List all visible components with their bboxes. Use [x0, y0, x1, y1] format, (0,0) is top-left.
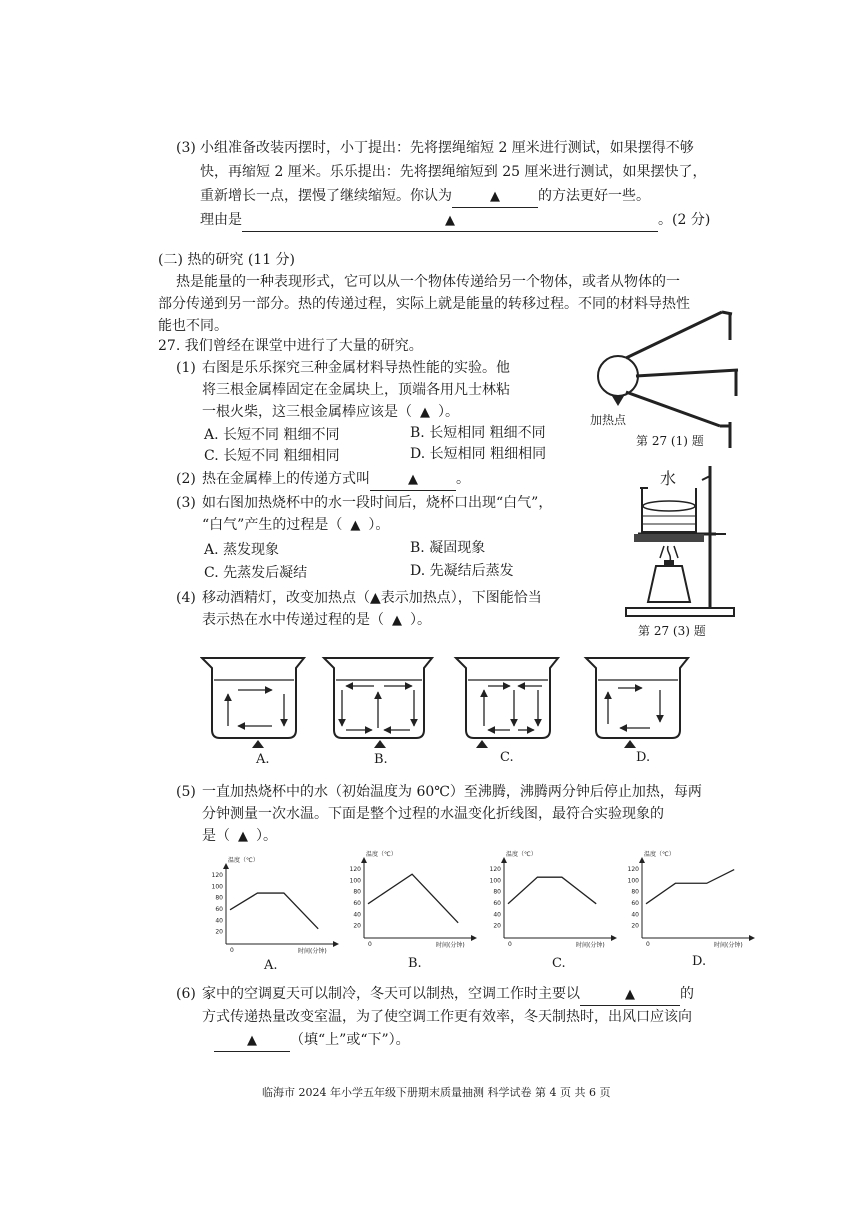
convection-diagrams [200, 650, 700, 750]
convection-label-c: C. [500, 750, 514, 765]
page-footer: 临海市 2024 年小学五年级下册期末质量抽测 科学试卷 第 4 页 共 6 页 [262, 1086, 611, 1099]
q26-3-line2: 快，再缩短 2 厘米。乐乐提出：先将摆绳缩短到 25 厘米进行测试，如果摆快了， [200, 164, 707, 180]
section-intro-3: 能也不同。 [158, 318, 228, 334]
y-tick-label: 40 [631, 911, 639, 919]
temperature-line [230, 893, 318, 929]
y-tick-label: 60 [215, 906, 223, 913]
q27-stem: 27. 我们曾经在课堂中进行了大量的研究。 [158, 338, 423, 354]
q27-1-number: (1) [176, 360, 196, 376]
option-27-1-c[interactable]: C. 长短不同 粗细相同 [204, 448, 340, 464]
blank-marker: ▲ [247, 1033, 257, 1048]
blank-marker: ▲ [445, 213, 455, 228]
y-tick-label: 120 [349, 866, 361, 873]
temperature-graph-c[interactable] [486, 846, 622, 950]
q27-2-line [202, 469, 470, 491]
answer-blank-27-2[interactable] [370, 469, 456, 491]
q27-3-line2-text: “白气”产生的过程是（ [202, 517, 343, 533]
q27-6-line1 [202, 984, 694, 1006]
graph-label-c: C. [552, 956, 566, 971]
y-axis-label: 温度（℃） [366, 851, 397, 858]
q27-3-line2 [202, 515, 389, 536]
q27-6-line1-text: 家中的空调夏天可以制冷，冬天可以制热，空调工作时主要以 [202, 986, 580, 1002]
q27-5-line3 [202, 826, 277, 847]
q27-1-line3 [202, 402, 459, 423]
q26-3-line3-end: 的方法更好一些。 [538, 188, 650, 204]
y-tick-label: 60 [493, 900, 501, 907]
convection-option-b[interactable] [324, 658, 432, 748]
q27-5-number: (5) [176, 784, 196, 800]
q27-3-number: (3) [176, 495, 196, 511]
q27-6-line2: 方式传递热量改变室温，为了使空调工作更有效率，冬天制热时，出风口应该向 [202, 1009, 692, 1025]
blank-marker: ▲ [408, 472, 418, 487]
beaker-heating-figure [620, 462, 740, 622]
q27-1-line1: 右图是乐乐探究三种金属材料导热性能的实验。他 [202, 360, 510, 376]
answer-blank-method[interactable] [452, 186, 538, 208]
answer-blank-27-1[interactable]: ▲ [420, 405, 430, 420]
origin-label: 0 [368, 941, 372, 948]
q27-4-line2 [202, 610, 431, 631]
stand-base [626, 608, 734, 616]
temperature-graph-b[interactable] [346, 846, 482, 950]
section-intro-2: 部分传递到另一部分。热的传递过程，实际上就是能量的转移过程。不同的材料导热性 [158, 296, 690, 312]
heating-point-marker [612, 396, 624, 406]
option-27-1-d[interactable]: D. 长短相同 粗细相同 [410, 446, 547, 462]
q27-3-line1: 如右图加热烧杯中的水一段时间后，烧杯口出现“白气”， [202, 495, 553, 511]
q27-4-line2-end: ）。 [410, 612, 431, 628]
q27-5-line3-end: ）。 [256, 828, 277, 844]
q26-3-reason [200, 210, 710, 232]
y-tick-label: 40 [215, 917, 223, 925]
origin-label: 0 [508, 941, 512, 948]
q27-5-line2: 分钟测量一次水温。下面是整个过程的水温变化折线图，最符合实验现象的 [202, 806, 664, 822]
y-axis-label: 温度（℃） [228, 857, 259, 864]
q27-4-line2-text: 表示热在水中传递过程的是（ [202, 612, 384, 628]
y-axis-label: 温度（℃） [506, 851, 537, 858]
water-surface [643, 501, 695, 511]
y-axis-label: 温度（℃） [644, 851, 675, 858]
y-tick-label: 60 [353, 900, 361, 907]
q27-1-line3-end: ）。 [438, 404, 459, 420]
x-axis-label: 时间(分钟) [436, 942, 465, 949]
origin-label: 0 [646, 941, 650, 948]
reason-label: 理由是 [200, 212, 242, 228]
answer-blank-reason[interactable] [242, 210, 658, 232]
q27-5-line1: 一直加热烧杯中的水（初始温度为 60℃）至沸腾，沸腾两分钟后停止加热，每两 [202, 784, 702, 800]
y-tick-label: 80 [353, 888, 361, 896]
metal-rod-2 [636, 370, 738, 376]
q27-5-line3-text: 是（ [202, 828, 230, 844]
temperature-line [646, 870, 734, 904]
q26-3-line3-start: 重新增长一点，摆慢了继续缩短。你认为 [200, 188, 452, 204]
figure-27-1-caption: 第 27 (1) 题 [636, 434, 704, 448]
q27-3-line2-end: ）。 [368, 517, 390, 533]
y-tick-label: 120 [489, 866, 501, 873]
y-tick-label: 100 [349, 877, 361, 885]
option-27-3-d[interactable]: D. 先凝结后蒸发 [410, 563, 514, 579]
convection-option-c[interactable] [456, 658, 558, 748]
y-tick-label: 100 [489, 877, 501, 885]
answer-blank-27-6a[interactable] [580, 984, 680, 1006]
y-tick-label: 20 [631, 922, 639, 930]
y-tick-label: 120 [211, 872, 223, 879]
graph-label-d: D. [692, 954, 707, 969]
option-27-1-b[interactable]: B. 长短相同 粗细不同 [410, 425, 546, 441]
q27-4-number: (4) [176, 590, 196, 606]
q26-3-number: (3) [176, 140, 196, 156]
x-axis-label: 时间(分钟) [576, 942, 605, 949]
q27-6-line3-text: （填“上”或“下”）。 [290, 1032, 410, 1048]
q27-1-line3-text: 一根火柴，这三根金属棒应该是（ [202, 404, 412, 420]
flame [660, 546, 678, 562]
graph-label-a: A. [264, 958, 278, 973]
convection-label-b: B. [374, 752, 388, 767]
y-tick-label: 80 [493, 888, 501, 896]
heating-point-label: 加热点 [590, 413, 627, 427]
temperature-graph-d[interactable] [624, 846, 760, 950]
q27-1-line2: 将三根金属棒固定在金属块上，顶端各用凡士林粘 [202, 382, 510, 398]
blank-marker: ▲ [490, 189, 500, 204]
y-tick-label: 100 [627, 877, 639, 885]
y-tick-label: 80 [215, 894, 223, 902]
q27-6-line3 [214, 1030, 410, 1052]
y-tick-label: 60 [631, 900, 639, 907]
metal-rod-3 [626, 392, 720, 426]
temperature-graph-a[interactable] [208, 852, 344, 956]
section-title: (二) 热的研究 (11 分) [158, 252, 296, 268]
metal-rod-1 [626, 312, 722, 358]
y-tick-label: 20 [353, 922, 361, 930]
y-tick-label: 20 [493, 922, 501, 930]
x-axis-label: 时间(分钟) [714, 942, 743, 949]
graph-label-b: B. [408, 956, 422, 971]
q27-2-end: 。 [456, 471, 470, 487]
origin-label: 0 [230, 947, 234, 954]
option-27-3-a[interactable]: A. 蒸发现象 [204, 542, 280, 558]
y-tick-label: 80 [631, 888, 639, 896]
blank-marker: ▲ [625, 987, 635, 1002]
q26-3-line1: 小组准备改装丙摆时，小丁提出：先将摆绳缩短 2 厘米进行测试，如果摆得不够 [200, 140, 694, 156]
y-tick-label: 100 [211, 883, 223, 891]
option-27-3-c[interactable]: C. 先蒸发后凝结 [204, 565, 308, 581]
convection-option-a[interactable] [202, 658, 304, 748]
convection-option-d[interactable] [586, 658, 688, 748]
q27-6-number: (6) [176, 986, 196, 1002]
q27-4-line1: 移动酒精灯，改变加热点（▲表示加热点），下图能恰当 [202, 590, 542, 606]
temperature-line [368, 874, 458, 923]
section-intro-1: 热是能量的一种表现形式，它可以从一个物体传递给另一个物体，或者从物体的一 [176, 274, 680, 290]
temperature-line [508, 877, 596, 904]
asbestos-net [634, 534, 704, 542]
y-tick-label: 120 [627, 866, 639, 873]
q27-2-number: (2) [176, 471, 196, 487]
alcohol-lamp [648, 566, 690, 602]
convection-label-a: A. [256, 752, 270, 767]
q26-3-line3 [200, 186, 650, 208]
convection-label-d: D. [636, 750, 651, 765]
q27-6-line1-end: 的 [680, 986, 694, 1002]
option-27-1-a[interactable]: A. 长短不同 粗细不同 [204, 427, 340, 443]
score-note: 。(2 分) [658, 212, 711, 228]
figure-27-3-caption: 第 27 (3) 题 [638, 624, 706, 638]
y-tick-label: 40 [353, 911, 361, 919]
answer-blank-27-6b[interactable] [214, 1030, 290, 1052]
y-tick-label: 20 [215, 928, 223, 936]
option-27-3-b[interactable]: B. 凝固现象 [410, 540, 486, 556]
answer-blank-27-4[interactable]: ▲ [392, 613, 402, 628]
water-label: 水 [660, 469, 677, 488]
y-tick-label: 40 [493, 911, 501, 919]
metal-block [598, 356, 638, 396]
x-axis-label: 时间(分钟) [298, 948, 327, 955]
answer-blank-27-3[interactable]: ▲ [350, 518, 361, 533]
q27-2-text: 热在金属棒上的传递方式叫 [202, 471, 370, 487]
answer-blank-27-5[interactable]: ▲ [238, 829, 248, 844]
